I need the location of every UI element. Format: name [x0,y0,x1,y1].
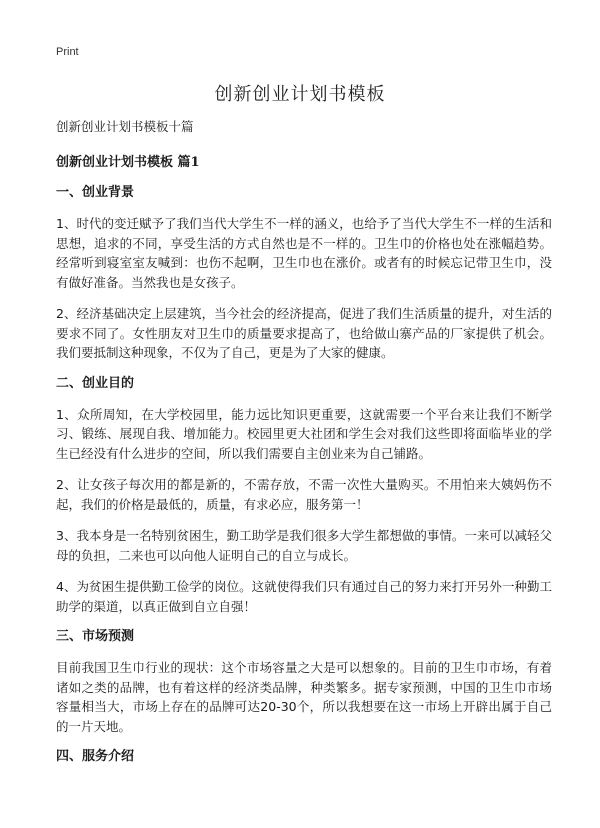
section-heading: 三、市场预测 [56,629,135,644]
paragraph: 2、经济基础决定上层建筑，当今社会的经济提高，促进了我们生活质量的提升，对生活的要求不同了。女性朋友对卫生巾的质量要求提高了，也给做山寨产品的厂家提供了机会。我们要抵制这种现象，不仅为了自己，更是为了大家的健康。 [56,306,552,360]
paragraph: 2、让女孩子每次用的都是新的，不需存放，不需一次性大量购买。不用怕来大姨妈伤不起，我们的价格是最低的，质量，有求必应，服务第一！ [56,477,552,512]
paragraph: 目前我国卫生巾行业的现状：这个市场容量之大是可以想象的。目前的卫生巾市场，有着诸如之类的品牌，也有着这样的经济类品牌，种类繁多。据专家预测，中国的卫生巾市场容量相当大，市场上存在的品牌可达20-30个，所以我想要在这一市场上开辟出属于自己的一片天地。 [56,660,552,734]
paragraph: 1、众所周知，在大学校园里，能力远比知识更重要，这就需要一个平台来让我们不断学习、锻练、展现自我、增加能力。校园里更大社团和学生会对我们这些即将面临毕业的学生已经没有什么进步的空间，所以我们需要自主创业来为自己铺路。 [56,406,552,461]
article-heading: 创新创业计划书模板 篇1 [56,155,200,170]
section-heading: 二、创业目的 [56,375,135,391]
section-heading: 一、创业背景 [56,185,135,200]
document-body [56,118,552,778]
paragraph: 1、时代的变迁赋予了我们当代大学生不一样的涵义，也给予了当代大学生不一样的生活和思想，追求的不同，享受生活的方式自然也是不一样的。卫生巾的价格也处在涨幅趋势。经常听到寝室室友喊到：也伤不起啊，卫生巾也在涨价。或者有的时候忘记带卫生巾，没有做好准备。当然我也是女孩子。 [56,216,552,290]
print-label[interactable]: Print [56,46,79,58]
document-subtitle: 创新创业计划书模板十篇 [56,119,194,134]
paragraph: 3、我本身是一名特别贫困生，勤工助学是我们很多大学生都想做的事情。一来可以减轻父母的负担，二来也可以向他人证明自己的自立与成长。 [56,528,552,563]
section-heading: 四、服务介绍 [56,749,135,764]
page-title: 创新创业计划书模板 [214,84,386,105]
paragraph: 4、为贫困生提供勤工俭学的岗位。这就使得我们只有通过自己的努力来打开另外一种勤工助学的渠道，以真正做到自立自强！ [56,579,552,614]
